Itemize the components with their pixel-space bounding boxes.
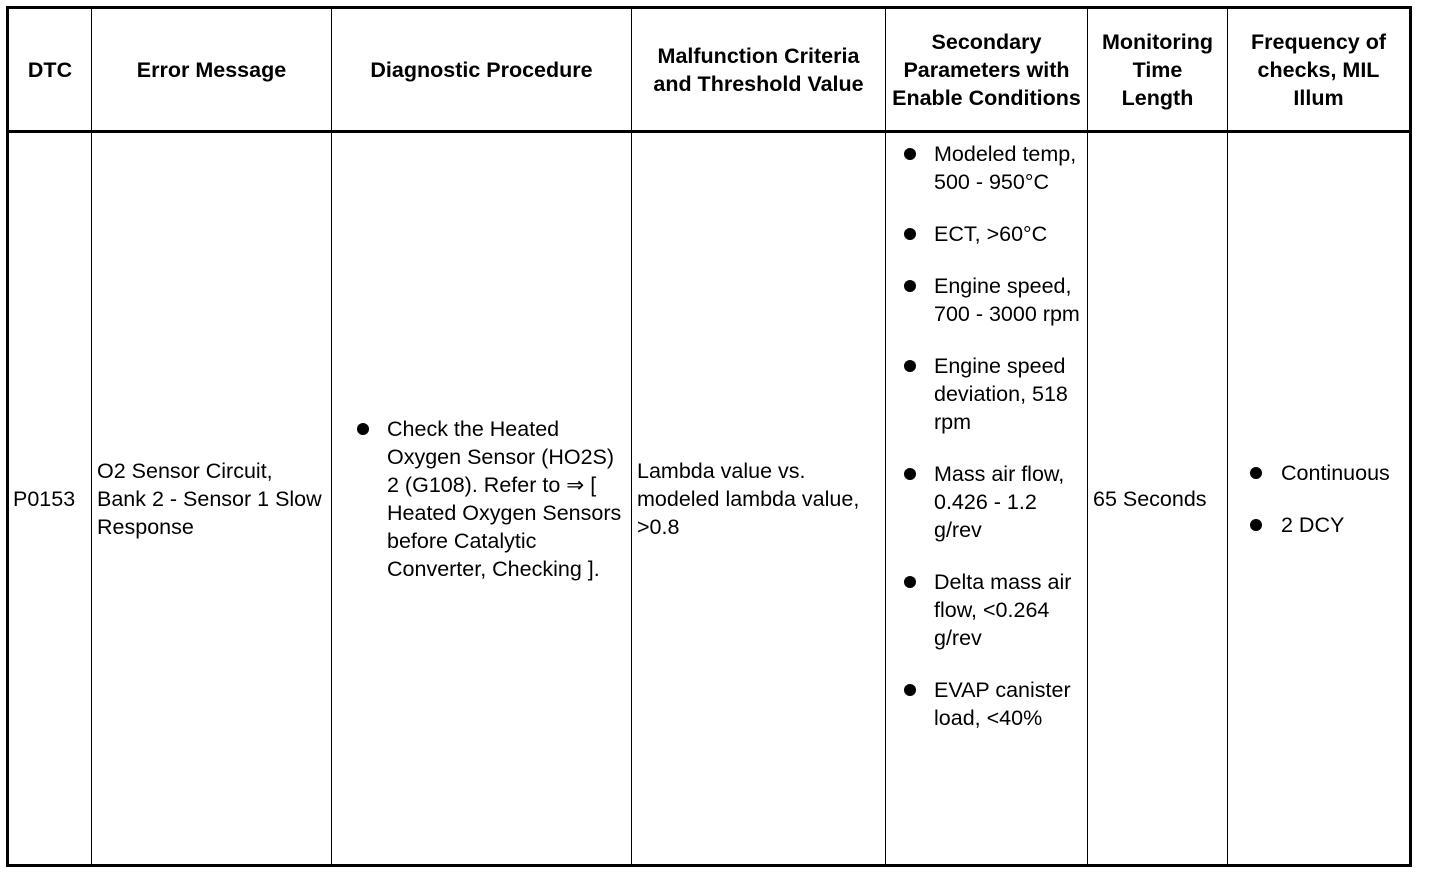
frequency-cell [1228,132,1411,866]
header-row [8,8,1411,132]
list-item [337,415,626,583]
header-error-message: Error Message [92,8,332,132]
secondary-parameter-text: Delta mass air flow, <0.264 g/rev [934,570,1072,650]
list-item [888,352,1085,436]
bullet-icon [904,468,916,480]
header-secondary-parameters: Secondary Parameters with Enable Conditions [886,8,1088,132]
diagnostic-procedure-cell [332,132,632,866]
header-frequency: Frequency of checks, MIL Illum [1228,8,1411,132]
secondary-parameter-text: EVAP canister load, <40% [934,678,1071,730]
secondary-parameters-cell [886,132,1088,866]
dtc-table [6,6,1412,867]
bullet-icon [1250,519,1262,531]
frequency-list [1233,459,1404,539]
list-item [888,676,1085,732]
diagnostic-procedure-text: Check the Heated Oxygen Sensor (HO2S) 2 (G108). Refer to ⇒ [ Heated Oxygen Sensors before Catalytic Converter, Checking ]. [387,416,622,581]
diagnostic-procedure-list [337,415,626,583]
bullet-icon [1250,467,1262,479]
bullet-icon [904,280,916,292]
monitoring-time: 65 Seconds [1088,132,1228,866]
malfunction-criteria: Lambda value vs. modeled lambda value, >0.8 [632,132,886,866]
bullet-icon [904,684,916,696]
list-item [1233,459,1404,487]
secondary-parameter-text: Modeled temp, 500 - 950°C [934,142,1077,194]
frequency-text: Continuous [1281,460,1390,485]
header-malfunction-criteria: Malfunction Criteria and Threshold Value [632,8,886,132]
secondary-parameter-text: Mass air flow, 0.426 - 1.2 g/rev [934,462,1065,542]
dtc-code: P0153 [8,132,92,866]
bullet-icon [904,360,916,372]
bullet-icon [904,576,916,588]
header-dtc: DTC [8,8,92,132]
error-message: O2 Sensor Circuit, Bank 2 - Sensor 1 Slow Response [92,132,332,866]
header-monitoring-time: Monitoring Time Length [1088,8,1228,132]
list-item [888,460,1085,544]
secondary-parameters-list [888,140,1085,732]
bullet-icon [904,148,916,160]
header-diagnostic-procedure: Diagnostic Procedure [332,8,632,132]
list-item [888,272,1085,328]
secondary-parameter-text: ECT, >60°C [934,222,1048,246]
list-item [888,140,1085,196]
bullet-icon [357,423,369,435]
bullet-icon [904,228,916,240]
frequency-text: 2 DCY [1281,512,1345,537]
table-row [8,132,1411,866]
list-item [1233,511,1404,539]
secondary-parameter-text: Engine speed deviation, 518 rpm [934,354,1068,434]
list-item [888,220,1085,248]
list-item [888,568,1085,652]
secondary-parameter-text: Engine speed, 700 - 3000 rpm [934,274,1080,326]
